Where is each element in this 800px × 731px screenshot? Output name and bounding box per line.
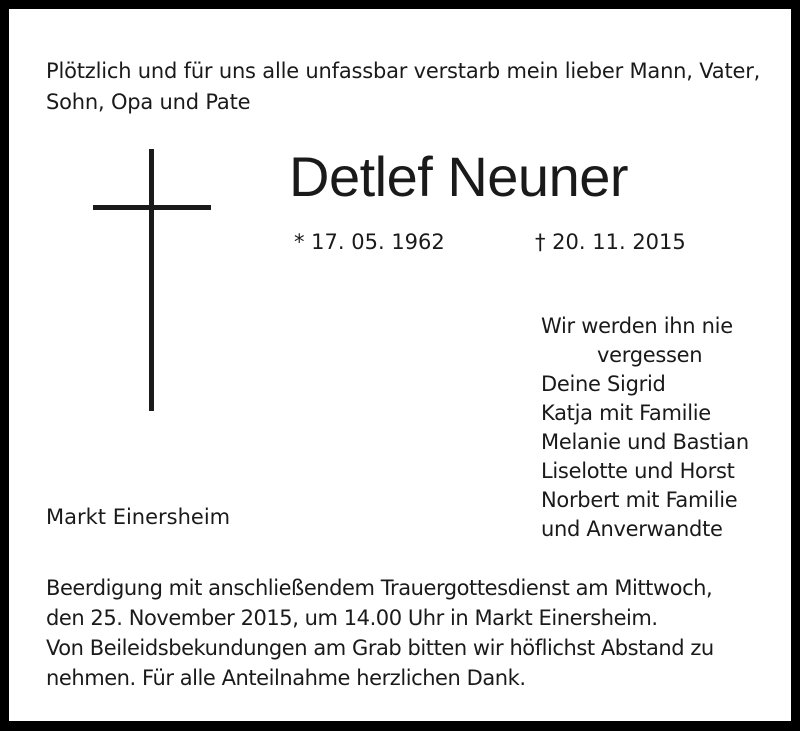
intro-text — [46, 56, 760, 118]
mourner-line: und Anverwandte — [541, 517, 723, 541]
service-line: nehmen. Für alle Anteilnahme herzlichen Dank. — [46, 666, 526, 690]
service-line: Von Beileidsbekundungen am Grab bitten wir höflichst Abstand zu — [46, 636, 714, 660]
mourner-line: Liselotte und Horst — [541, 459, 735, 483]
mourner-line: Wir werden ihn nie — [541, 314, 733, 338]
place-name: Markt Einersheim — [46, 505, 231, 529]
cross-horizontal-bar — [93, 205, 211, 210]
mourners-list — [541, 312, 749, 544]
mourner-line: Katja mit Familie — [541, 401, 711, 425]
cross-icon — [93, 149, 211, 411]
cross-vertical-bar — [149, 149, 154, 411]
mourner-line: vergessen — [597, 343, 703, 367]
intro-line: Plötzlich und für uns alle unfassbar verstarb mein lieber Mann, Vater, — [46, 59, 761, 83]
death-date: † 20. 11. 2015 — [535, 230, 686, 254]
intro-line: Sohn, Opa und Pate — [46, 90, 251, 114]
mourner-line: Norbert mit Familie — [541, 488, 738, 512]
deceased-name: Detlef Neuner — [289, 145, 629, 208]
service-line: den 25. November 2015, um 14.00 Uhr in Markt Einersheim. — [46, 606, 658, 630]
birth-date: * 17. 05. 1962 — [294, 230, 445, 254]
mourner-line: Deine Sigrid — [541, 372, 666, 396]
funeral-service-info — [46, 573, 714, 693]
mourner-line: Melanie und Bastian — [541, 430, 749, 454]
obituary-notice — [9, 9, 791, 721]
service-line: Beerdigung mit anschließendem Trauergottesdienst am Mittwoch, — [46, 576, 713, 600]
